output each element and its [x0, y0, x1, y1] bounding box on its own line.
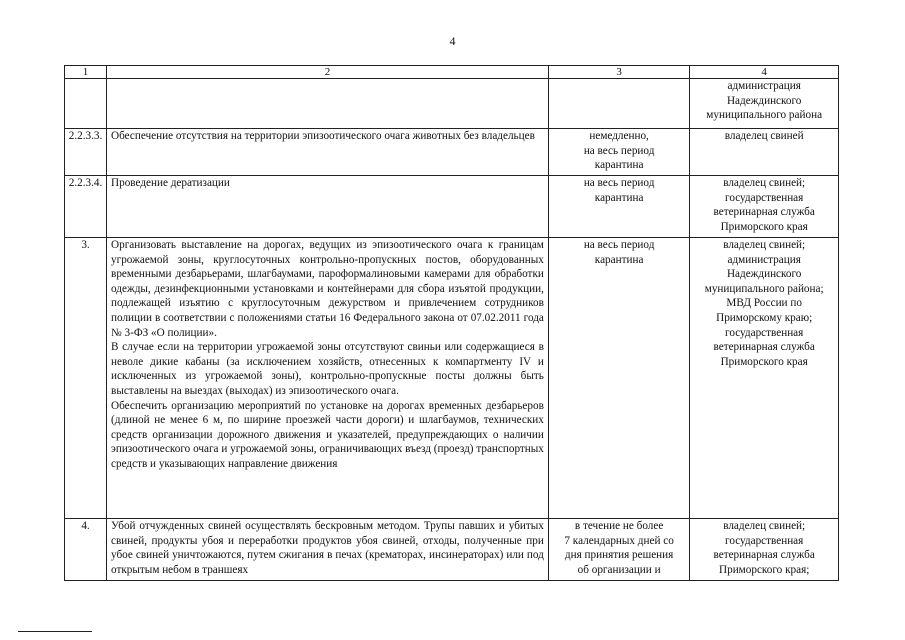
responsible-line: администрация — [727, 253, 801, 266]
responsible-line: владелец свиней; — [723, 520, 806, 532]
timing-line: об организации и — [577, 563, 661, 576]
responsible-line: ветеринарная служба — [713, 206, 815, 219]
responsible-line: владелец свиней; — [723, 239, 806, 251]
description-paragraph: В случае если на территории угрожаемой зоны отсутствуют свиньи или содержащиеся в неволе дикие кабаны (за исключением хозяйств, отнесенных к компартменту IV и исключенных из угрожаемой зоны), контрольно-пропускные посты должны быть выставлены на выездах (выходах) из эпизоотического очага. — [111, 341, 544, 397]
responsible-line: ветеринарная служба — [713, 549, 815, 562]
responsible-line: Приморскому краю; — [716, 311, 813, 324]
row-timing — [548, 238, 689, 519]
row-description — [107, 129, 549, 176]
row-description — [107, 238, 549, 519]
header-col-3: 3 — [548, 66, 689, 79]
timing-line: немедленно, — [589, 130, 649, 142]
responsible-line: государственная — [725, 534, 804, 547]
description-paragraph: Обеспечить организацию мероприятий по установке на дорогах временных дезбарьеров (длиной не менее 6 м, по ширине проезжей части дороги) и шлагбаумов, технических средств организации дорожного движения и указателей, предупреждающих о наличии эпизоотического очага и угрожаемой зоны, ограничивающих въезд (проезд) транспортных средств и указывающих направление движения — [111, 399, 544, 470]
responsible-line: Приморского края; — [719, 563, 810, 576]
row-responsible — [690, 129, 839, 176]
row-description — [107, 519, 549, 581]
row-description — [107, 79, 549, 129]
responsible-line: Приморского края — [720, 220, 808, 233]
timing-line: 7 календарных дней со — [564, 534, 674, 547]
row-description — [107, 176, 549, 238]
timing-line: на весь период — [583, 144, 655, 157]
row-responsible — [690, 176, 839, 238]
responsible-line: муниципального района; — [704, 282, 824, 295]
description-paragraph: Обеспечение отсутствия на территории эпизоотического очага животных без владельцев — [111, 130, 535, 142]
timing-line: карантина — [594, 159, 644, 172]
row-number: 2.2.3.4. — [65, 176, 107, 238]
description-paragraph: Организовать выставление на дорогах, ведущих из эпизоотического очага к границам угрожаемой зоны, круглосуточных контрольно-пропускных постов, оборудованных временными дезбарьерами, шлагбаумами, пароформалиновыми камерами для обработки одежды, дезинфекционными установками и контейнерами для сбора изъятой продукции, подлежащей изъятию с круглосуточным дежурством и привлечением сотрудников полиции в соответствии с положениями статьи 16 Федерального закона от 07.02.2011 года № 3-ФЗ «О полиции». — [111, 239, 544, 339]
table-row — [65, 238, 839, 519]
description-paragraph: Убой отчужденных свиней осуществлять бескровным методом. Трупы павших и убитых свиней, продукты убоя и переработки продуктов убоя свиней, отходы, полученные при убое свиней уничтожаются, путем сжигания в печах (крематорах, инсинераторах) или под открытым небом в траншеях — [111, 520, 544, 576]
table-row — [65, 176, 839, 238]
table-header-row — [65, 66, 839, 79]
table-row — [65, 79, 839, 129]
table-row — [65, 519, 839, 581]
row-responsible — [690, 519, 839, 581]
responsible-line: ветеринарная служба — [713, 341, 815, 354]
responsible-line: МВД России по — [726, 297, 802, 310]
row-number: 3. — [65, 238, 107, 519]
row-number — [65, 79, 107, 129]
footnote-separator — [18, 631, 92, 632]
responsible-line: владелец свиней; — [723, 177, 806, 189]
timing-line: дня принятия решения — [564, 549, 674, 562]
header-col-4: 4 — [690, 66, 839, 79]
timing-line: карантина — [594, 253, 644, 266]
responsible-line: администрация — [727, 80, 801, 92]
measures-table — [64, 65, 839, 581]
responsible-line: государственная — [725, 191, 804, 204]
row-timing — [548, 129, 689, 176]
timing-line: на весь период — [583, 177, 655, 189]
row-responsible — [690, 238, 839, 519]
row-timing — [548, 176, 689, 238]
timing-line: в течение не более — [574, 520, 664, 532]
page-number: 4 — [449, 34, 456, 48]
timing-line: на весь период — [583, 239, 655, 251]
header-col-1: 1 — [65, 66, 107, 79]
description-paragraph: Проведение дератизации — [111, 177, 230, 189]
timing-line: карантина — [594, 191, 644, 204]
responsible-line: государственная — [725, 326, 804, 339]
row-number: 2.2.3.3. — [65, 129, 107, 176]
row-timing — [548, 519, 689, 581]
responsible-line: муниципального района — [706, 109, 823, 122]
header-col-2: 2 — [107, 66, 549, 79]
table-row — [65, 129, 839, 176]
row-responsible — [690, 79, 839, 129]
row-number: 4. — [65, 519, 107, 581]
responsible-line: Приморского края — [720, 355, 808, 368]
responsible-line: Надеждинского — [726, 268, 802, 281]
responsible-line: Надеждинского — [726, 94, 802, 107]
row-timing — [548, 79, 689, 129]
responsible-line: владелец свиней — [724, 130, 804, 142]
